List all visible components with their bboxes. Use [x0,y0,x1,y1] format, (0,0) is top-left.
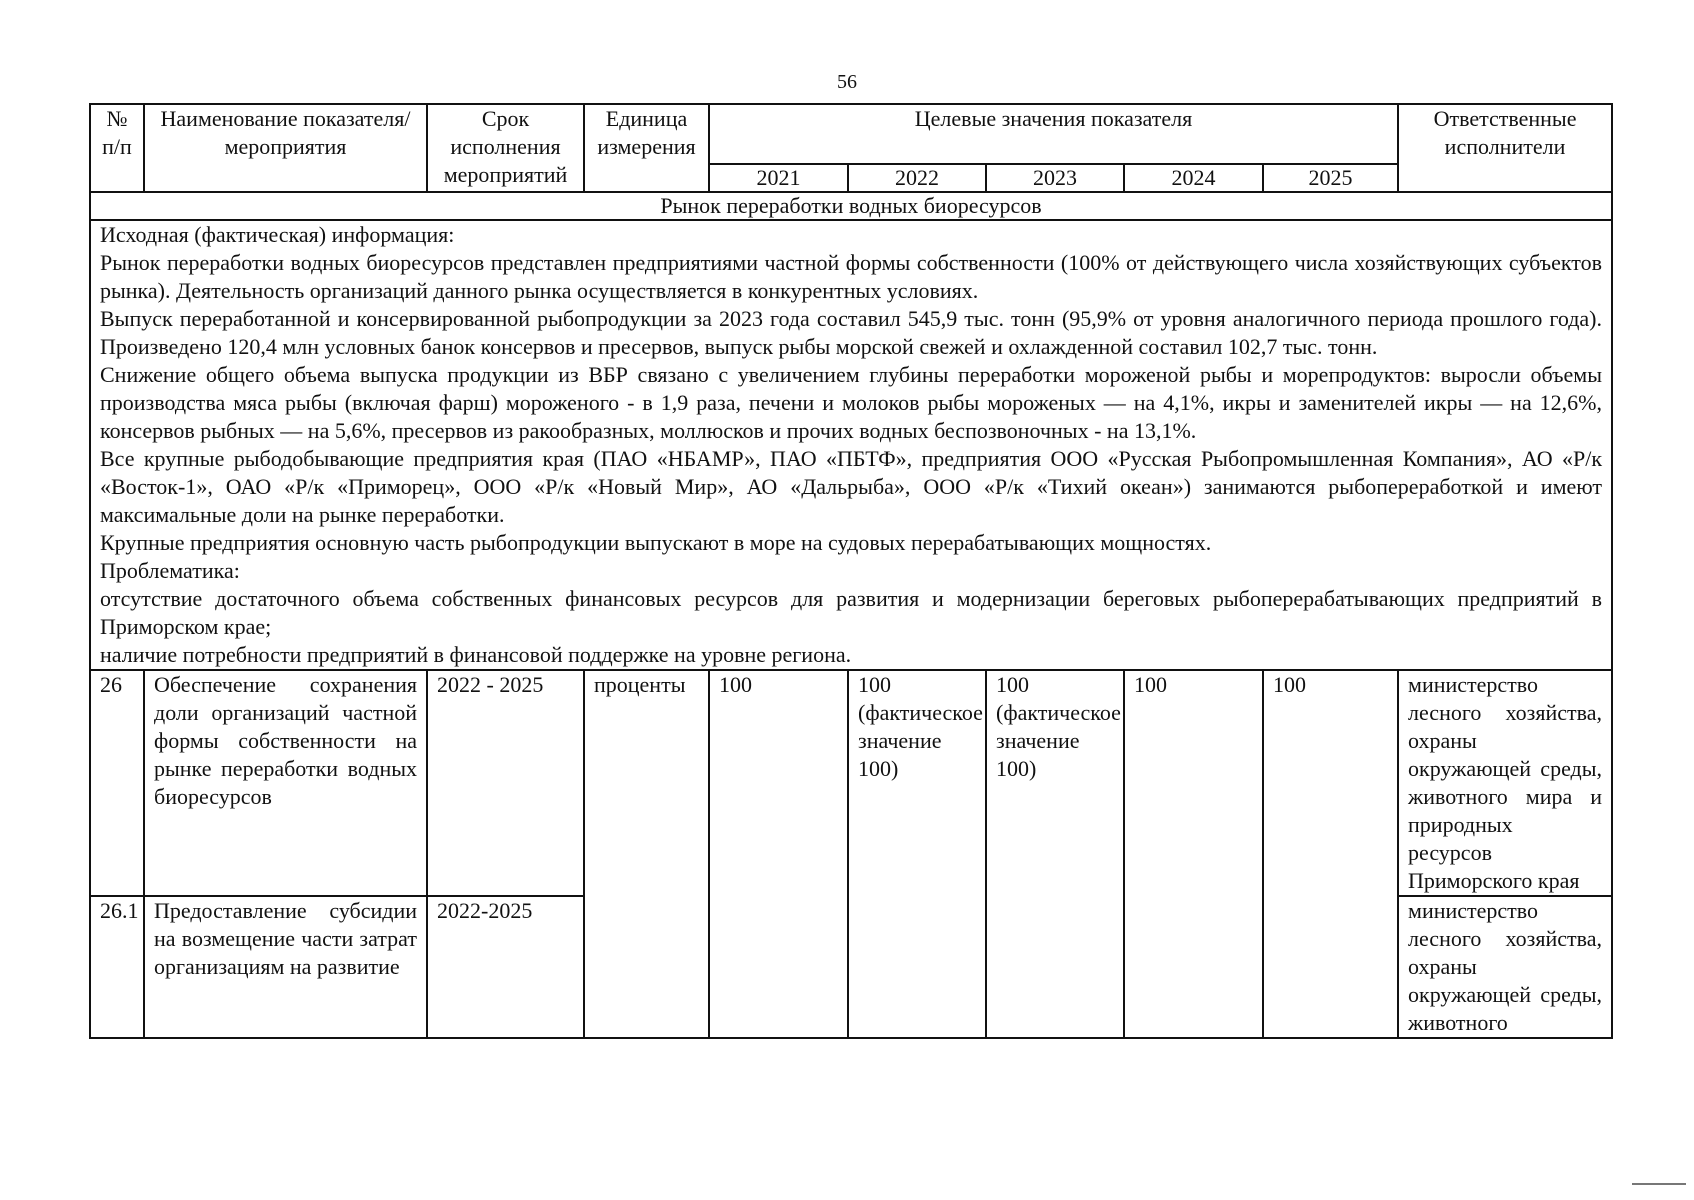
scan-mark [1632,1183,1686,1185]
header-year: 2023 [986,164,1124,192]
header-name: Наименование показателя/мероприятия [144,104,427,192]
row-deadline: 2022-2025 [427,896,584,1038]
info-paragraph: Крупные предприятия основную часть рыбопродукции выпускают в море на судовых перерабатывающих мощностях. [100,530,1212,555]
header-deadline: Срок исполнения мероприятий [427,104,584,192]
info-paragraph: наличие потребности предприятий в финансовой поддержке на уровне региона. [100,642,852,667]
info-paragraph: Снижение общего объема выпуска продукции из ВБР связано с увеличением глубины переработки мороженой рыбы и морепродуктов: выросли объемы производства мяса рыбы (включая фарш) мороженого - в 1,9 раза, печени и молоков рыбы мороженых — на 4,1%, икры и заменителей икры — на 12,6%, консервов рыбных — на 5,6%, пресервов из ракообразных, моллюсков и прочих водных беспозвоночных - на 13,1%. [100,362,1603,443]
info-paragraph: Проблематика: [100,558,240,583]
info-row [90,220,1612,670]
row-deadline: 2022 - 2025 [427,670,584,896]
row-value-2022: 100 (фактическое значение 100) [848,670,986,1038]
header-year: 2022 [848,164,986,192]
info-paragraph: Исходная (фактическая) информация: [100,222,455,247]
section-title-row [90,192,1612,220]
row-value-2023: 100 (фактическое значение 100) [986,670,1124,1038]
header-unit: Единица измерения [584,104,709,192]
header-row [90,104,1612,164]
table-row [90,670,1612,896]
row-responsible: министерство лесного хозяйства, охраны окружающей среды, животного мира и природных ресурсов Приморского края [1398,670,1612,896]
info-block [90,220,1612,670]
header-year: 2021 [709,164,848,192]
row-name: Предоставление субсидии на возмещение части затрат организациям на развитие [144,896,427,1038]
row-num: 26 [90,670,144,896]
info-paragraph: Рынок переработки водных биоресурсов представлен предприятиями частной формы собственности (100% от действующего числа хозяйствующих субъектов рынка). Деятельность организаций данного рынка осуществляется в конкурентных условиях. [100,250,1603,303]
page-number: 56 [837,71,857,93]
row-value-2025: 100 [1263,670,1398,1038]
header-year: 2025 [1263,164,1398,192]
header-year: 2024 [1124,164,1263,192]
row-num: 26.1 [90,896,144,1038]
info-paragraph: Все крупные рыбодобывающие предприятия края (ПАО «НБАМР», ПАО «ПБТФ», предприятия ООО «Русская Рыбопромышленная Компания», АО «Р/к «Восток-1», ОАО «Р/к «Приморец», ООО «Р/к «Новый Мир», АО «Дальрыба», ООО «Р/к «Тихий океан») занимаются рыбопереработкой и имеют максимальные доли на рынке переработки. [100,446,1603,527]
row-value-2021: 100 [709,670,848,1038]
row-name: Обеспечение сохранения доли организаций частной формы собственности на рынке переработки водных биоресурсов [144,670,427,896]
row-unit: проценты [584,670,709,1038]
indicators-table [89,103,1613,1039]
info-paragraph: отсутствие достаточного объема собственных финансовых ресурсов для развития и модернизации береговых рыбоперерабатывающих предприятий в Приморском крае; [100,586,1603,639]
section-title: Рынок переработки водных биоресурсов [90,192,1612,220]
row-responsible: министерство лесного хозяйства, охраны окружающей среды, животного [1398,896,1612,1038]
header-targets: Целевые значения показателя [709,104,1398,164]
header-responsible: Ответственные исполнители [1398,104,1612,192]
row-value-2024: 100 [1124,670,1263,1038]
info-paragraph: Выпуск переработанной и консервированной рыбопродукции за 2023 года составил 545,9 тыс. тонн (95,9% от уровня аналогичного периода прошлого года). Произведено 120,4 млн условных банок консервов и пресервов, выпуск рыбы морской свежей и охлажденной составил 102,7 тыс. тонн. [100,306,1603,359]
header-num: № п/п [90,104,144,192]
